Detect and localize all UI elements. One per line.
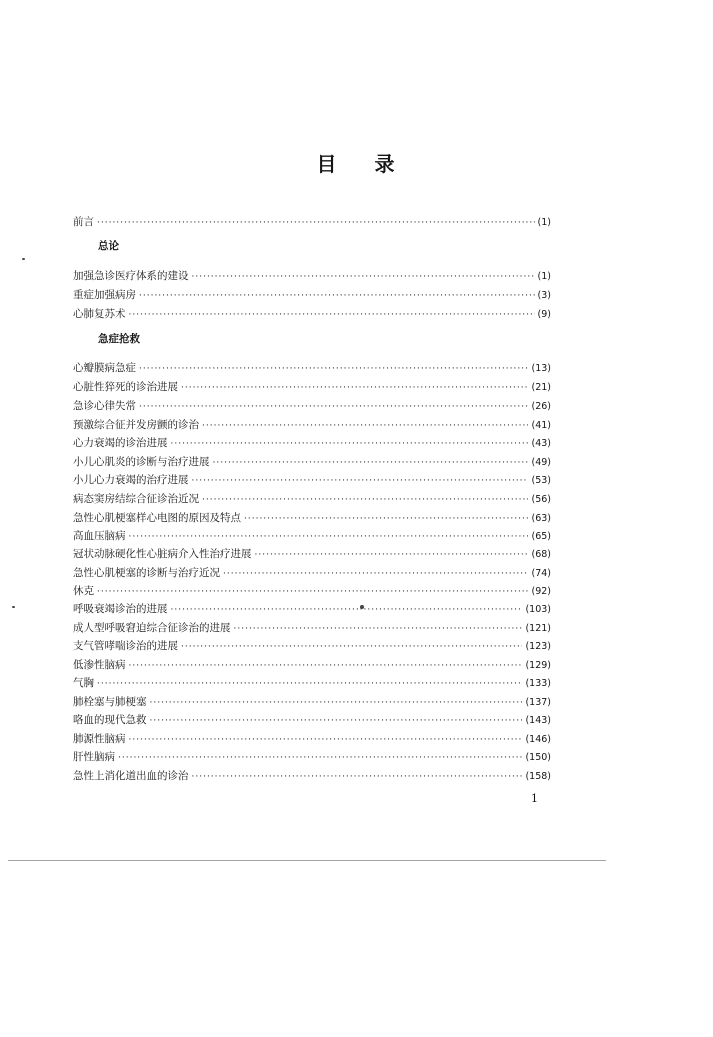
toc-entry[interactable] xyxy=(73,308,551,322)
leader-dots xyxy=(129,660,523,673)
leader-dots xyxy=(192,271,535,284)
toc-entry[interactable] xyxy=(73,714,551,728)
section-heading-general: 总论 xyxy=(98,240,119,252)
toc-entry-preface[interactable] xyxy=(73,216,551,230)
title-char-1: 目 xyxy=(316,152,339,176)
leader-dots xyxy=(97,586,528,599)
toc-entry-label: 支气管哮喘诊治的进展 xyxy=(73,640,178,652)
toc-entry[interactable] xyxy=(73,751,551,765)
leader-dots xyxy=(171,438,529,451)
leader-dots xyxy=(234,623,523,636)
toc-entry[interactable] xyxy=(73,548,551,562)
toc-entry-page: (123) xyxy=(525,641,551,652)
toc-entry-label: 前言 xyxy=(73,216,94,228)
toc-entry[interactable] xyxy=(73,456,551,470)
leader-dots xyxy=(139,290,535,303)
leader-dots xyxy=(129,309,535,322)
toc-entry-page: (43) xyxy=(531,438,551,449)
leader-dots xyxy=(171,604,523,617)
toc-entry[interactable] xyxy=(73,400,551,414)
leader-dots xyxy=(202,494,528,507)
toc-entry-page: (3) xyxy=(537,290,551,301)
toc-entry[interactable] xyxy=(73,696,551,710)
scan-speck xyxy=(360,605,364,609)
toc-entry[interactable] xyxy=(73,362,551,376)
toc-entry-page: (143) xyxy=(525,715,551,726)
leader-dots xyxy=(139,363,528,376)
toc-entry-label: 高血压脑病 xyxy=(73,530,126,542)
toc-entry[interactable] xyxy=(73,733,551,747)
toc-entry-label: 肺源性脑病 xyxy=(73,733,126,745)
scan-speck xyxy=(22,258,25,260)
toc-entry-page: (121) xyxy=(525,623,551,634)
toc-entry-label: 小儿心力衰竭的治疗进展 xyxy=(73,474,189,486)
toc-entry-label: 加强急诊医疗体系的建设 xyxy=(73,270,189,282)
toc-entry-label: 小儿心肌炎的诊断与治疗进展 xyxy=(73,456,210,468)
toc-entry[interactable] xyxy=(73,419,551,433)
toc-entry-label: 心力衰竭的诊治进展 xyxy=(73,437,168,449)
toc-entry-page: (92) xyxy=(531,586,551,597)
toc-entry[interactable] xyxy=(73,474,551,488)
toc-entry-page: (68) xyxy=(531,549,551,560)
leader-dots xyxy=(181,382,528,395)
toc-entry-label: 预激综合征并发房颤的诊治 xyxy=(73,419,199,431)
leader-dots xyxy=(139,401,528,414)
scan-speck xyxy=(12,606,15,608)
section-heading-emergency: 急症抢救 xyxy=(98,333,140,345)
toc-entry[interactable] xyxy=(73,289,551,303)
toc-entry[interactable] xyxy=(73,640,551,654)
leader-dots xyxy=(97,678,522,691)
toc-entry-page: (1) xyxy=(537,271,551,282)
toc-entry-label: 成人型呼吸窘迫综合征诊治的进展 xyxy=(73,622,231,634)
toc-entry-page: (133) xyxy=(525,678,551,689)
leader-dots xyxy=(223,568,528,581)
toc-entry-page: (103) xyxy=(525,604,551,615)
toc-entry[interactable] xyxy=(73,530,551,544)
title-char-2: 录 xyxy=(374,152,397,176)
leader-dots xyxy=(150,697,523,710)
toc-entry-label: 气胸 xyxy=(73,677,94,689)
leader-dots xyxy=(244,513,528,526)
toc-entry[interactable] xyxy=(73,677,551,691)
toc-entry-label: 心瓣膜病急症 xyxy=(73,362,136,374)
scan-edge-line xyxy=(8,860,606,861)
toc-entry-page: (150) xyxy=(525,752,551,763)
leader-dots xyxy=(255,549,529,562)
toc-entry-page: (74) xyxy=(531,568,551,579)
toc-entry-page: (9) xyxy=(537,309,551,320)
toc-entry[interactable] xyxy=(73,659,551,673)
toc-entry-label: 重症加强病房 xyxy=(73,289,136,301)
toc-entry-page: (21) xyxy=(531,382,551,393)
leader-dots xyxy=(129,531,529,544)
leader-dots xyxy=(192,475,529,488)
toc-entry-label: 肺栓塞与肺梗塞 xyxy=(73,696,147,708)
toc-entry[interactable] xyxy=(73,567,551,581)
toc-entry-label: 呼吸衰竭诊治的进展 xyxy=(73,603,168,615)
toc-entry-label: 心脏性猝死的诊治进展 xyxy=(73,381,178,393)
leader-dots xyxy=(213,457,529,470)
toc-entry-label: 低渗性脑病 xyxy=(73,659,126,671)
toc-entry-page: (65) xyxy=(531,531,551,542)
toc-entry-page: (26) xyxy=(531,401,551,412)
toc-entry[interactable] xyxy=(73,270,551,284)
toc-entry[interactable] xyxy=(73,512,551,526)
toc-entry-page: (137) xyxy=(525,697,551,708)
toc-entry[interactable] xyxy=(73,493,551,507)
toc-entry-label: 急诊心律失常 xyxy=(73,400,136,412)
toc-entry-label: 急性心肌梗塞的诊断与治疗近况 xyxy=(73,567,220,579)
toc-entry-label: 肝性脑病 xyxy=(73,751,115,763)
leader-dots xyxy=(129,734,523,747)
toc-entry[interactable] xyxy=(73,585,551,599)
toc-entry-page: (56) xyxy=(531,494,551,505)
toc-entry-label: 急性心肌梗塞样心电图的原因及特点 xyxy=(73,512,241,524)
leader-dots xyxy=(181,641,522,654)
toc-entry-page: (63) xyxy=(531,513,551,524)
toc-entry[interactable] xyxy=(73,770,551,784)
page-title xyxy=(0,148,713,177)
toc-entry-page: (53) xyxy=(531,475,551,486)
toc-entry-label: 冠状动脉硬化性心脏病介入性治疗进展 xyxy=(73,548,252,560)
toc-entry-page: (158) xyxy=(525,771,551,782)
toc-entry-label: 心肺复苏术 xyxy=(73,308,126,320)
leader-dots xyxy=(150,715,523,728)
toc-entry-page: (13) xyxy=(531,363,551,374)
page-number: 1 xyxy=(531,792,538,805)
toc-entry-label: 急性上消化道出血的诊治 xyxy=(73,770,189,782)
leader-dots xyxy=(192,771,523,784)
toc-entry-label: 病态窦房结综合征诊治近况 xyxy=(73,493,199,505)
toc-entry-page: (1) xyxy=(537,217,551,228)
toc-entry[interactable] xyxy=(73,437,551,451)
toc-entry[interactable] xyxy=(73,603,551,617)
toc-entry[interactable] xyxy=(73,381,551,395)
toc-entry-page: (49) xyxy=(531,457,551,468)
leader-dots xyxy=(202,420,528,433)
toc-entry-page: (146) xyxy=(525,734,551,745)
leader-dots xyxy=(118,752,522,765)
leader-dots xyxy=(97,217,535,230)
toc-entry-label: 咯血的现代急救 xyxy=(73,714,147,726)
toc-entry-page: (129) xyxy=(525,660,551,671)
toc-entry[interactable] xyxy=(73,622,551,636)
toc-entry-label: 休克 xyxy=(73,585,94,597)
toc-entry-page: (41) xyxy=(531,420,551,431)
